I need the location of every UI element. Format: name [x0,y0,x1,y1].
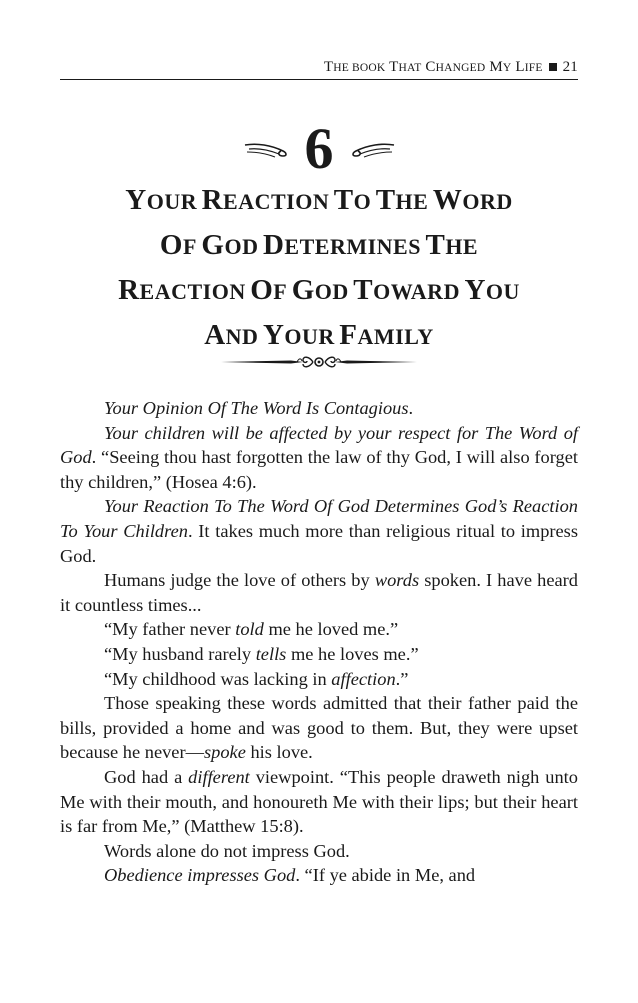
left-swash-icon [243,139,289,159]
running-head-letter: T [323,59,334,75]
paragraph: Your Opinion Of The Word Is Contagious. [104,398,414,418]
quote-line: “My husband rarely tells me he loves me.” [104,643,419,664]
paragraph: God had a different viewpoint. “This people draweth nigh unto Me with their mouth, and honoureth Me with their lips; but their heart is far from Me,” (Matthew 15:8). [60,766,578,837]
paragraph: Humans judge the love of others by words spoken. I have heard it countless times... [60,570,578,615]
running-head-text: HE BOOK [333,62,386,74]
quote-line: “My father never told me he loved me.” [104,619,399,640]
title-line: REACTION OF GOD TOWARD YOU [118,274,520,306]
title-line: OF GOD DETERMINES THE [159,229,479,261]
running-head-text: IFE [524,62,543,74]
right-swash-icon [350,139,396,159]
running-head-text: HAT [398,62,422,74]
paragraph: Your Reaction To The Word Of God Determines God’s Reaction To Your Children. It takes much more than religious ritual to impress God. [60,496,578,566]
chapter-heading [0,116,638,182]
running-head-text: Y [502,62,512,74]
title-line: AND YOUR FAMILY [204,319,434,351]
running-head-letter: L [515,59,525,75]
page-number: 21 [562,59,578,75]
title-line: YOUR REACTION TO THE WORD [125,184,513,216]
chapter-number: 6 [304,116,334,181]
ornamental-divider-icon [219,350,419,374]
paragraph: Obedience impresses God. “If ye abide in Me, and [104,865,476,886]
paragraph: Your children will be affected by your respect for The Word of God. “Seeing thou hast forgotten the law of thy God, I will also forget thy children,” (Hosea 4:6). [60,422,578,492]
header-rule [60,79,578,80]
running-head-letter: M [489,59,503,75]
paragraph: Those speaking these words admitted that their father paid the bills, provided a home and was good to them. But, they were upset because he never—spoke his love. [60,693,578,763]
body-text [60,396,578,888]
square-bullet-icon [549,63,557,71]
running-head-text: HANGED [435,62,486,74]
running-head [60,56,578,79]
chapter-title [40,180,598,360]
quote-line: “My childhood was lacking in affection.” [104,668,409,689]
running-head-letter: C [425,59,436,75]
running-head-letter: T [389,59,399,75]
paragraph: Words alone do not impress God. [104,840,350,861]
